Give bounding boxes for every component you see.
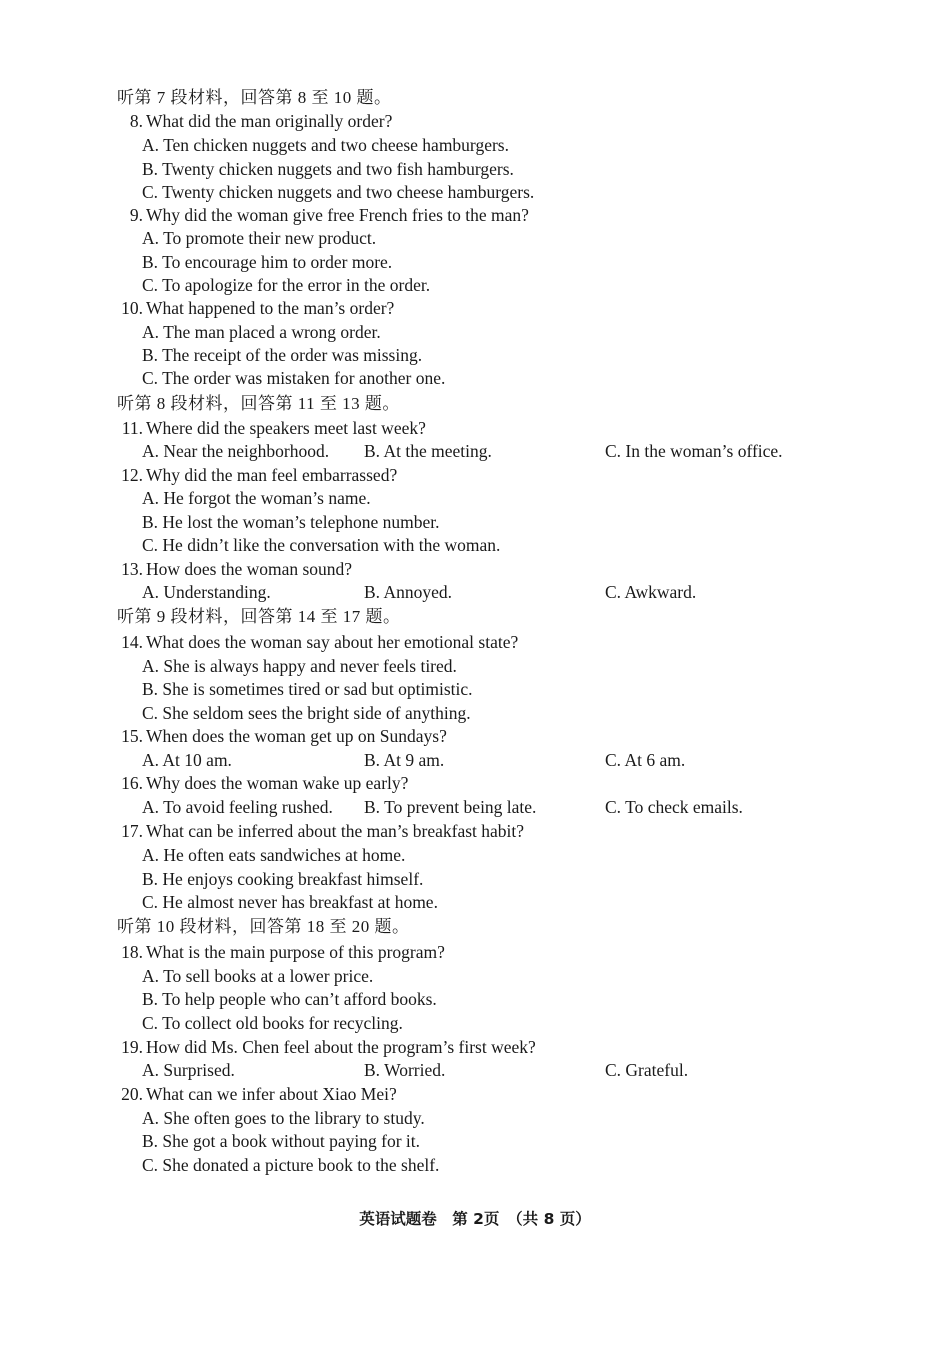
option-b: B. To encourage him to order more. (142, 252, 393, 272)
question-number: 17. (121, 821, 143, 841)
question-number: 12. (121, 465, 143, 485)
option-a: A. He often eats sandwiches at home. (142, 845, 406, 865)
section-header: 听第 8 段材料，回答第 11 至 13 题。 (117, 394, 400, 413)
option-a: A. Near the neighborhood. (142, 441, 330, 461)
question-text: What happened to the man’s order? (146, 298, 395, 318)
option-b: B. Worried. (364, 1060, 446, 1080)
question-text: Where did the speakers meet last week? (146, 418, 426, 438)
question-15 (115, 725, 447, 748)
question-number: 18. (121, 942, 143, 962)
question-number: 9. (129, 205, 143, 225)
option-b: B. To prevent being late. (364, 797, 537, 817)
question-text: What is the main purpose of this program? (146, 942, 445, 962)
question-11 (115, 417, 426, 440)
option-b: B. At the meeting. (364, 441, 492, 461)
option-c: C. Awkward. (605, 582, 697, 602)
question-text: Why did the woman give free French fries to the man? (146, 205, 529, 225)
question-20 (115, 1083, 397, 1106)
question-text: What can be inferred about the man’s breakfast habit? (146, 821, 525, 841)
option-a: A. Understanding. (142, 582, 271, 602)
options-row (142, 796, 842, 819)
question-9 (115, 204, 529, 227)
question-8 (115, 110, 392, 133)
option-a: A. To sell books at a lower price. (142, 966, 374, 986)
question-19 (115, 1036, 536, 1059)
question-text: What did the man originally order? (146, 111, 393, 131)
options-row (142, 440, 842, 463)
question-16 (115, 772, 408, 795)
option-c: C. He almost never has breakfast at home. (142, 892, 438, 912)
option-b: B. Annoyed. (364, 582, 452, 602)
option-c: C. To collect old books for recycling. (142, 1013, 403, 1033)
option-a: A. She often goes to the library to study. (142, 1108, 425, 1128)
option-b: B. The receipt of the order was missing. (142, 345, 423, 365)
option-a: A. She is always happy and never feels tired. (142, 656, 457, 676)
option-c: C. The order was mistaken for another one. (142, 368, 446, 388)
question-number: 14. (121, 632, 143, 652)
section-header: 听第 7 段材料，回答第 8 至 10 题。 (117, 88, 392, 107)
option-a: A. The man placed a wrong order. (142, 322, 381, 342)
question-17 (115, 820, 524, 843)
options-row (142, 749, 842, 772)
question-text: When does the woman get up on Sundays? (146, 726, 447, 746)
option-b: B. Twenty chicken nuggets and two fish hamburgers. (142, 159, 514, 179)
option-c: C. At 6 am. (605, 750, 686, 770)
question-12 (115, 464, 397, 487)
option-c: C. To check emails. (605, 797, 743, 817)
question-number: 19. (121, 1037, 143, 1057)
option-a: A. To promote their new product. (142, 228, 377, 248)
question-number: 10. (121, 298, 143, 318)
option-b: B. He lost the woman’s telephone number. (142, 512, 440, 532)
options-row (142, 581, 842, 604)
question-number: 16. (121, 773, 143, 793)
section-header: 听第 9 段材料，回答第 14 至 17 题。 (117, 607, 401, 626)
option-b: B. She is sometimes tired or sad but optimistic. (142, 679, 473, 699)
option-b: B. He enjoys cooking breakfast himself. (142, 869, 424, 889)
question-text: How does the woman sound? (146, 559, 353, 579)
option-b: B. At 9 am. (364, 750, 445, 770)
section-header: 听第 10 段材料，回答第 18 至 20 题。 (117, 917, 410, 936)
question-number: 11. (121, 418, 143, 438)
option-a: A. At 10 am. (142, 750, 232, 770)
question-text: Why did the man feel embarrassed? (146, 465, 398, 485)
option-a: A. He forgot the woman’s name. (142, 488, 371, 508)
option-c: C. Grateful. (605, 1060, 689, 1080)
page-footer: 英语试题卷 第 2页 （共 8 页） (359, 1210, 591, 1228)
option-c: C. In the woman’s office. (605, 441, 783, 461)
option-b: B. To help people who can’t afford books. (142, 989, 437, 1009)
option-a: A. Surprised. (142, 1060, 235, 1080)
option-b: B. She got a book without paying for it. (142, 1131, 421, 1151)
question-number: 13. (121, 559, 143, 579)
question-number: 8. (129, 111, 143, 131)
option-c: C. He didn’t like the conversation with the woman. (142, 535, 501, 555)
question-text: How did Ms. Chen feel about the program’s first week? (146, 1037, 536, 1057)
question-number: 20. (121, 1084, 143, 1104)
question-13 (115, 558, 352, 581)
option-c: C. Twenty chicken nuggets and two cheese hamburgers. (142, 182, 535, 202)
question-text: What does the woman say about her emotional state? (146, 632, 519, 652)
option-c: C. She seldom sees the bright side of anything. (142, 703, 471, 723)
question-number: 15. (121, 726, 143, 746)
option-a: A. Ten chicken nuggets and two cheese hamburgers. (142, 135, 509, 155)
option-c: C. She donated a picture book to the shelf. (142, 1155, 440, 1175)
options-row (142, 1059, 842, 1082)
question-10 (115, 297, 394, 320)
option-c: C. To apologize for the error in the order. (142, 275, 431, 295)
question-text: What can we infer about Xiao Mei? (146, 1084, 397, 1104)
question-18 (115, 941, 445, 964)
question-14 (115, 631, 518, 654)
question-text: Why does the woman wake up early? (146, 773, 409, 793)
option-a: A. To avoid feeling rushed. (142, 797, 333, 817)
